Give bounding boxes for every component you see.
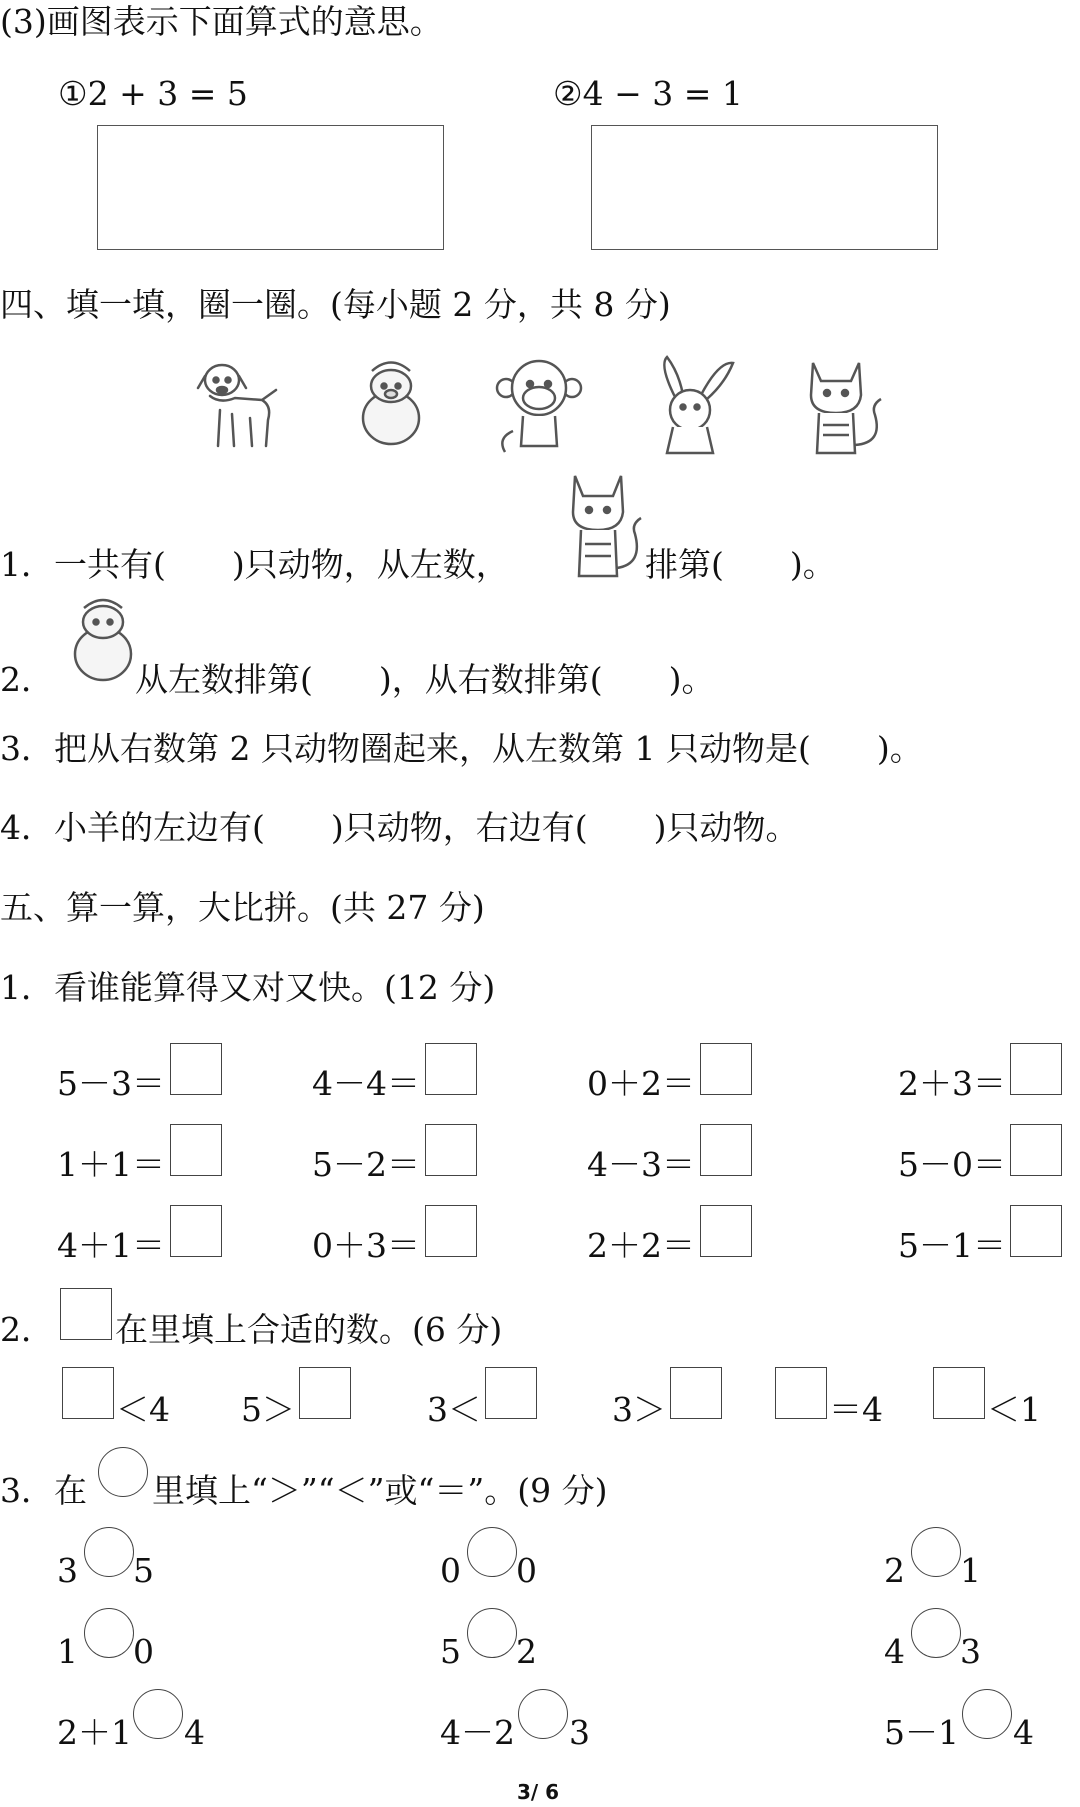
compare-left: 4－2	[440, 1713, 515, 1752]
page-number: 3/ 6	[517, 1780, 560, 1804]
compare-circle[interactable]	[133, 1689, 183, 1739]
compare-left: 5－1	[884, 1713, 959, 1752]
calc-expression: 4－3＝	[587, 1145, 695, 1184]
answer-box[interactable]	[170, 1043, 222, 1095]
question-3: 3．把从右数第 2 只动物圈起来，从左数第 1 只动物是( )。	[0, 729, 923, 768]
sheep-icon	[68, 594, 138, 686]
fill-suffix: ＜4	[116, 1390, 170, 1429]
fill-suffix: ＝4	[829, 1390, 883, 1429]
fill-box[interactable]	[775, 1367, 827, 1419]
question-1-tail: 排第( )。	[645, 545, 836, 584]
compare-circle[interactable]	[518, 1689, 568, 1739]
cat-icon	[565, 468, 645, 580]
part-1-title: 1．看谁能算得又对又快。(12 分)	[0, 968, 496, 1007]
calc-expression: 4＋1＝	[57, 1226, 165, 1265]
section-heading: 四、填一填，圈一圈。(每小题 2 分，共 8 分)	[0, 285, 671, 324]
compare-circle[interactable]	[911, 1527, 961, 1577]
calc-expression: 5－0＝	[898, 1145, 1006, 1184]
question-2-number: 2．	[0, 660, 54, 699]
answer-box[interactable]	[1010, 1124, 1062, 1176]
compare-circle[interactable]	[911, 1608, 961, 1658]
answer-box[interactable]	[425, 1205, 477, 1257]
calc-expression: 5－2＝	[312, 1145, 420, 1184]
cat-icon	[801, 355, 889, 455]
compare-right: 0	[516, 1551, 537, 1590]
answer-box[interactable]	[1010, 1043, 1062, 1095]
compare-right: 5	[133, 1551, 154, 1590]
section-heading: 五、算一算，大比拼。(共 27 分)	[0, 888, 485, 927]
compare-right: 0	[133, 1632, 154, 1671]
example-circle	[98, 1447, 148, 1497]
compare-circle[interactable]	[467, 1608, 517, 1658]
compare-right: 4	[1013, 1713, 1034, 1752]
answer-box[interactable]	[700, 1205, 752, 1257]
compare-right: 4	[184, 1713, 205, 1752]
answer-box[interactable]	[170, 1205, 222, 1257]
question-2-text: 从左数排第( )，从右数排第( )。	[135, 660, 715, 699]
fill-box[interactable]	[933, 1367, 985, 1419]
answer-box[interactable]	[700, 1043, 752, 1095]
compare-left: 1	[57, 1632, 78, 1671]
calc-expression: 5－3＝	[57, 1064, 165, 1103]
fill-prefix: 3＞	[612, 1390, 666, 1429]
rabbit-icon	[645, 355, 737, 455]
compare-circle[interactable]	[467, 1527, 517, 1577]
equation-2: ②4 − 3 = 1	[553, 74, 743, 113]
calc-expression: 1＋1＝	[57, 1145, 165, 1184]
compare-right: 1	[960, 1551, 981, 1590]
answer-box[interactable]	[1010, 1205, 1062, 1257]
compare-right: 3	[960, 1632, 981, 1671]
compare-left: 5	[440, 1632, 461, 1671]
equation-1: ①2 + 3 = 5	[58, 74, 248, 113]
drawing-box-1[interactable]	[97, 125, 444, 250]
fill-box[interactable]	[670, 1367, 722, 1419]
fill-prefix: 5＞	[241, 1390, 295, 1429]
compare-left: 4	[884, 1632, 905, 1671]
answer-box[interactable]	[700, 1124, 752, 1176]
calc-expression: 5－1＝	[898, 1226, 1006, 1265]
part-3-number: 3．在	[0, 1471, 87, 1510]
calc-expression: 0＋2＝	[587, 1064, 695, 1103]
compare-left: 2＋1	[57, 1713, 132, 1752]
compare-left: 0	[440, 1551, 461, 1590]
calc-expression: 4－4＝	[312, 1064, 420, 1103]
section-heading: (3)画图表示下面算式的意思。	[0, 2, 443, 41]
answer-box[interactable]	[170, 1124, 222, 1176]
calc-expression: 0＋3＝	[312, 1226, 420, 1265]
question-1: 1．一共有( )只动物，从左数，	[0, 545, 509, 584]
calc-expression: 2＋2＝	[587, 1226, 695, 1265]
dog-icon	[190, 358, 280, 453]
compare-left: 3	[57, 1551, 78, 1590]
part-2-number: 2．	[0, 1310, 54, 1349]
compare-circle[interactable]	[84, 1608, 134, 1658]
question-4: 4．小羊的左边有( )只动物，右边有( )只动物。	[0, 808, 799, 847]
sheep-icon	[354, 356, 429, 451]
answer-box[interactable]	[425, 1043, 477, 1095]
calc-expression: 2＋3＝	[898, 1064, 1006, 1103]
example-box	[60, 1288, 112, 1340]
fill-box[interactable]	[485, 1367, 537, 1419]
part-2-title: 在里填上合适的数。(6 分)	[115, 1310, 503, 1349]
fill-suffix: ＜1	[987, 1390, 1041, 1429]
fill-box[interactable]	[62, 1367, 114, 1419]
monkey-icon	[493, 356, 585, 456]
compare-circle[interactable]	[962, 1689, 1012, 1739]
compare-left: 2	[884, 1551, 905, 1590]
fill-box[interactable]	[299, 1367, 351, 1419]
part-3-title: 里填上“＞”“＜”或“＝”。(9 分)	[152, 1471, 608, 1510]
fill-prefix: 3＜	[427, 1390, 481, 1429]
compare-circle[interactable]	[84, 1527, 134, 1577]
answer-box[interactable]	[425, 1124, 477, 1176]
compare-right: 2	[516, 1632, 537, 1671]
compare-right: 3	[569, 1713, 590, 1752]
drawing-box-2[interactable]	[591, 125, 938, 250]
